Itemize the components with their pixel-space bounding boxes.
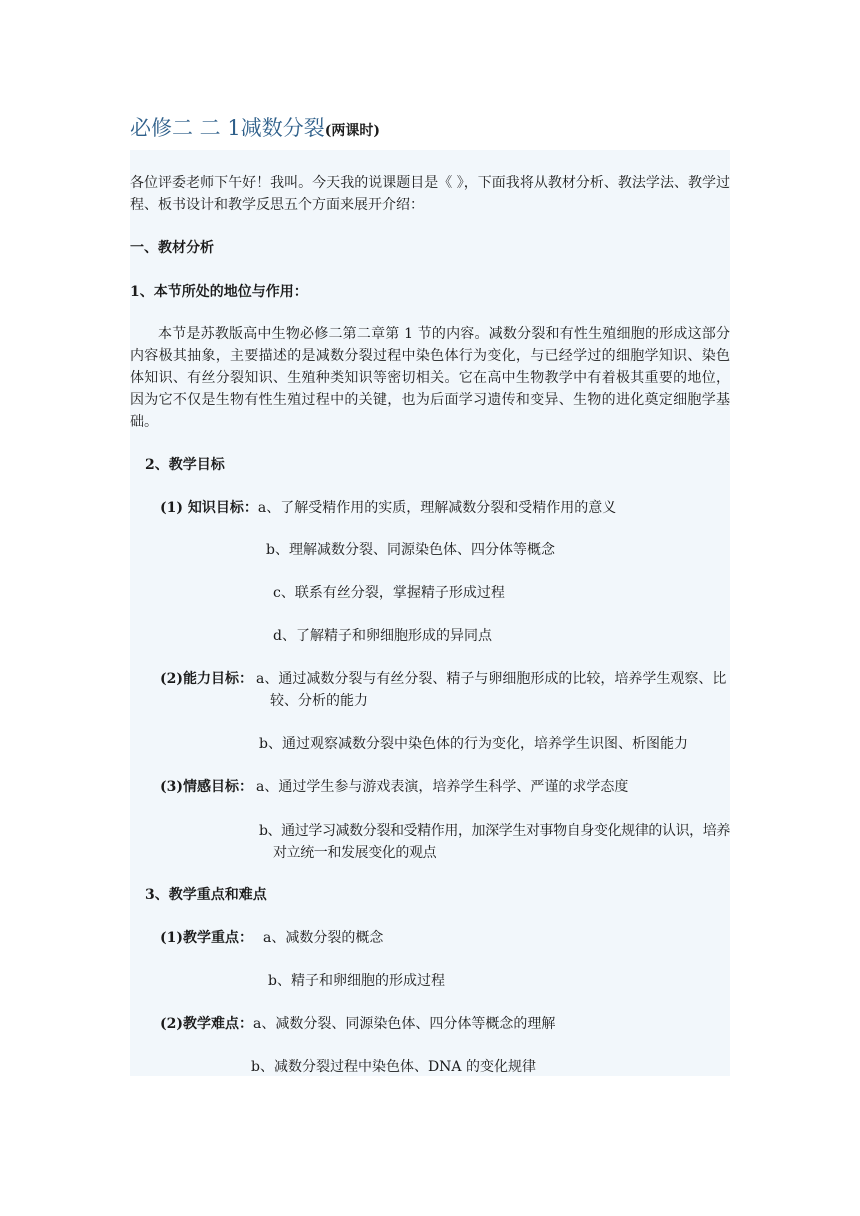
knowledge-label: (1) 知识目标 (160, 500, 244, 516)
subsection-heading-position: 1、本节所处的地位与作用： (130, 284, 308, 300)
emotion-label-wrap (160, 776, 253, 798)
key-points (160, 927, 383, 949)
key-label: (1)教学重点： (160, 930, 253, 946)
knowledge-objectives (160, 497, 616, 519)
title-sub: (两课时) (324, 123, 380, 139)
title-main: 必修二 二 1减数分裂 (130, 116, 325, 140)
subsection-heading-objectives: 2、教学目标 (145, 457, 225, 473)
difficult-item-b: b、减数分裂过程中染色体、DNA 的变化规律 (251, 1059, 536, 1075)
ability-colon: ： (239, 671, 253, 687)
knowledge-item-a: a、了解受精作用的实质，理解减数分裂和受精作用的意义 (257, 500, 617, 516)
ability-label-wrap (160, 668, 253, 690)
difficult-item-a: a、减数分裂、同源染色体、四分体等概念的理解 (253, 1016, 556, 1032)
subsection-heading-key-points: 3、教学重点和难点 (145, 887, 267, 903)
page-title (130, 112, 380, 144)
ability-item-b: b、通过观察减数分裂中染色体的行为变化，培养学生识图、析图能力 (259, 736, 688, 752)
emotion-item-b: b、通过学习减数分裂和受精作用，加深学生对事物自身变化规律的认识，培养对立统一和发展变化的观点 (259, 823, 730, 861)
intro-paragraph: 各位评委老师下午好！我叫。今天我的说课题目是《 》，下面我将从教材分析、教法学法、教学过程、板书设计和教学反思五个方面来展开介绍： (130, 175, 730, 213)
difficult-label: (2)教学难点： (160, 1016, 253, 1032)
section-heading-textbook-analysis: 一、教材分析 (130, 240, 214, 256)
emotion-label: (3)情感目标 (160, 779, 239, 795)
knowledge-item-d: d、了解精子和卵细胞形成的异同点 (273, 628, 492, 644)
ability-label: (2)能力目标 (160, 671, 239, 687)
knowledge-colon: ： (243, 500, 258, 516)
ability-item-a: a、通过减数分裂与有丝分裂、精子与卵细胞形成的比较，培养学生观察、比较、分析的能力 (256, 671, 727, 709)
knowledge-item-c: c、联系有丝分裂，掌握精子形成过程 (273, 585, 505, 601)
difficult-points (160, 1013, 555, 1035)
emotion-colon: ： (239, 779, 253, 795)
position-paragraph: 本节是苏教版高中生物必修二第二章第 1 节的内容。减数分裂和有性生殖细胞的形成这部分内容极其抽象，主要描述的是减数分裂过程中染色体行为变化，与已经学过的细胞学知识、染色体知识、有丝分裂知识、生殖种类知识等密切相关。它在高中生物教学中有着极其重要的地位，因为它不仅是生物有性生殖过程中的关键，也为后面学习遗传和变异、生物的进化奠定细胞学基础。 (130, 326, 730, 430)
key-item-a: a、减数分裂的概念 (263, 930, 384, 946)
emotion-item-a: a、通过学生参与游戏表演，培养学生科学、严谨的求学态度 (256, 779, 629, 795)
key-item-b: b、精子和卵细胞的形成过程 (268, 973, 445, 989)
knowledge-item-b: b、理解减数分裂、同源染色体、四分体等概念 (266, 542, 555, 558)
